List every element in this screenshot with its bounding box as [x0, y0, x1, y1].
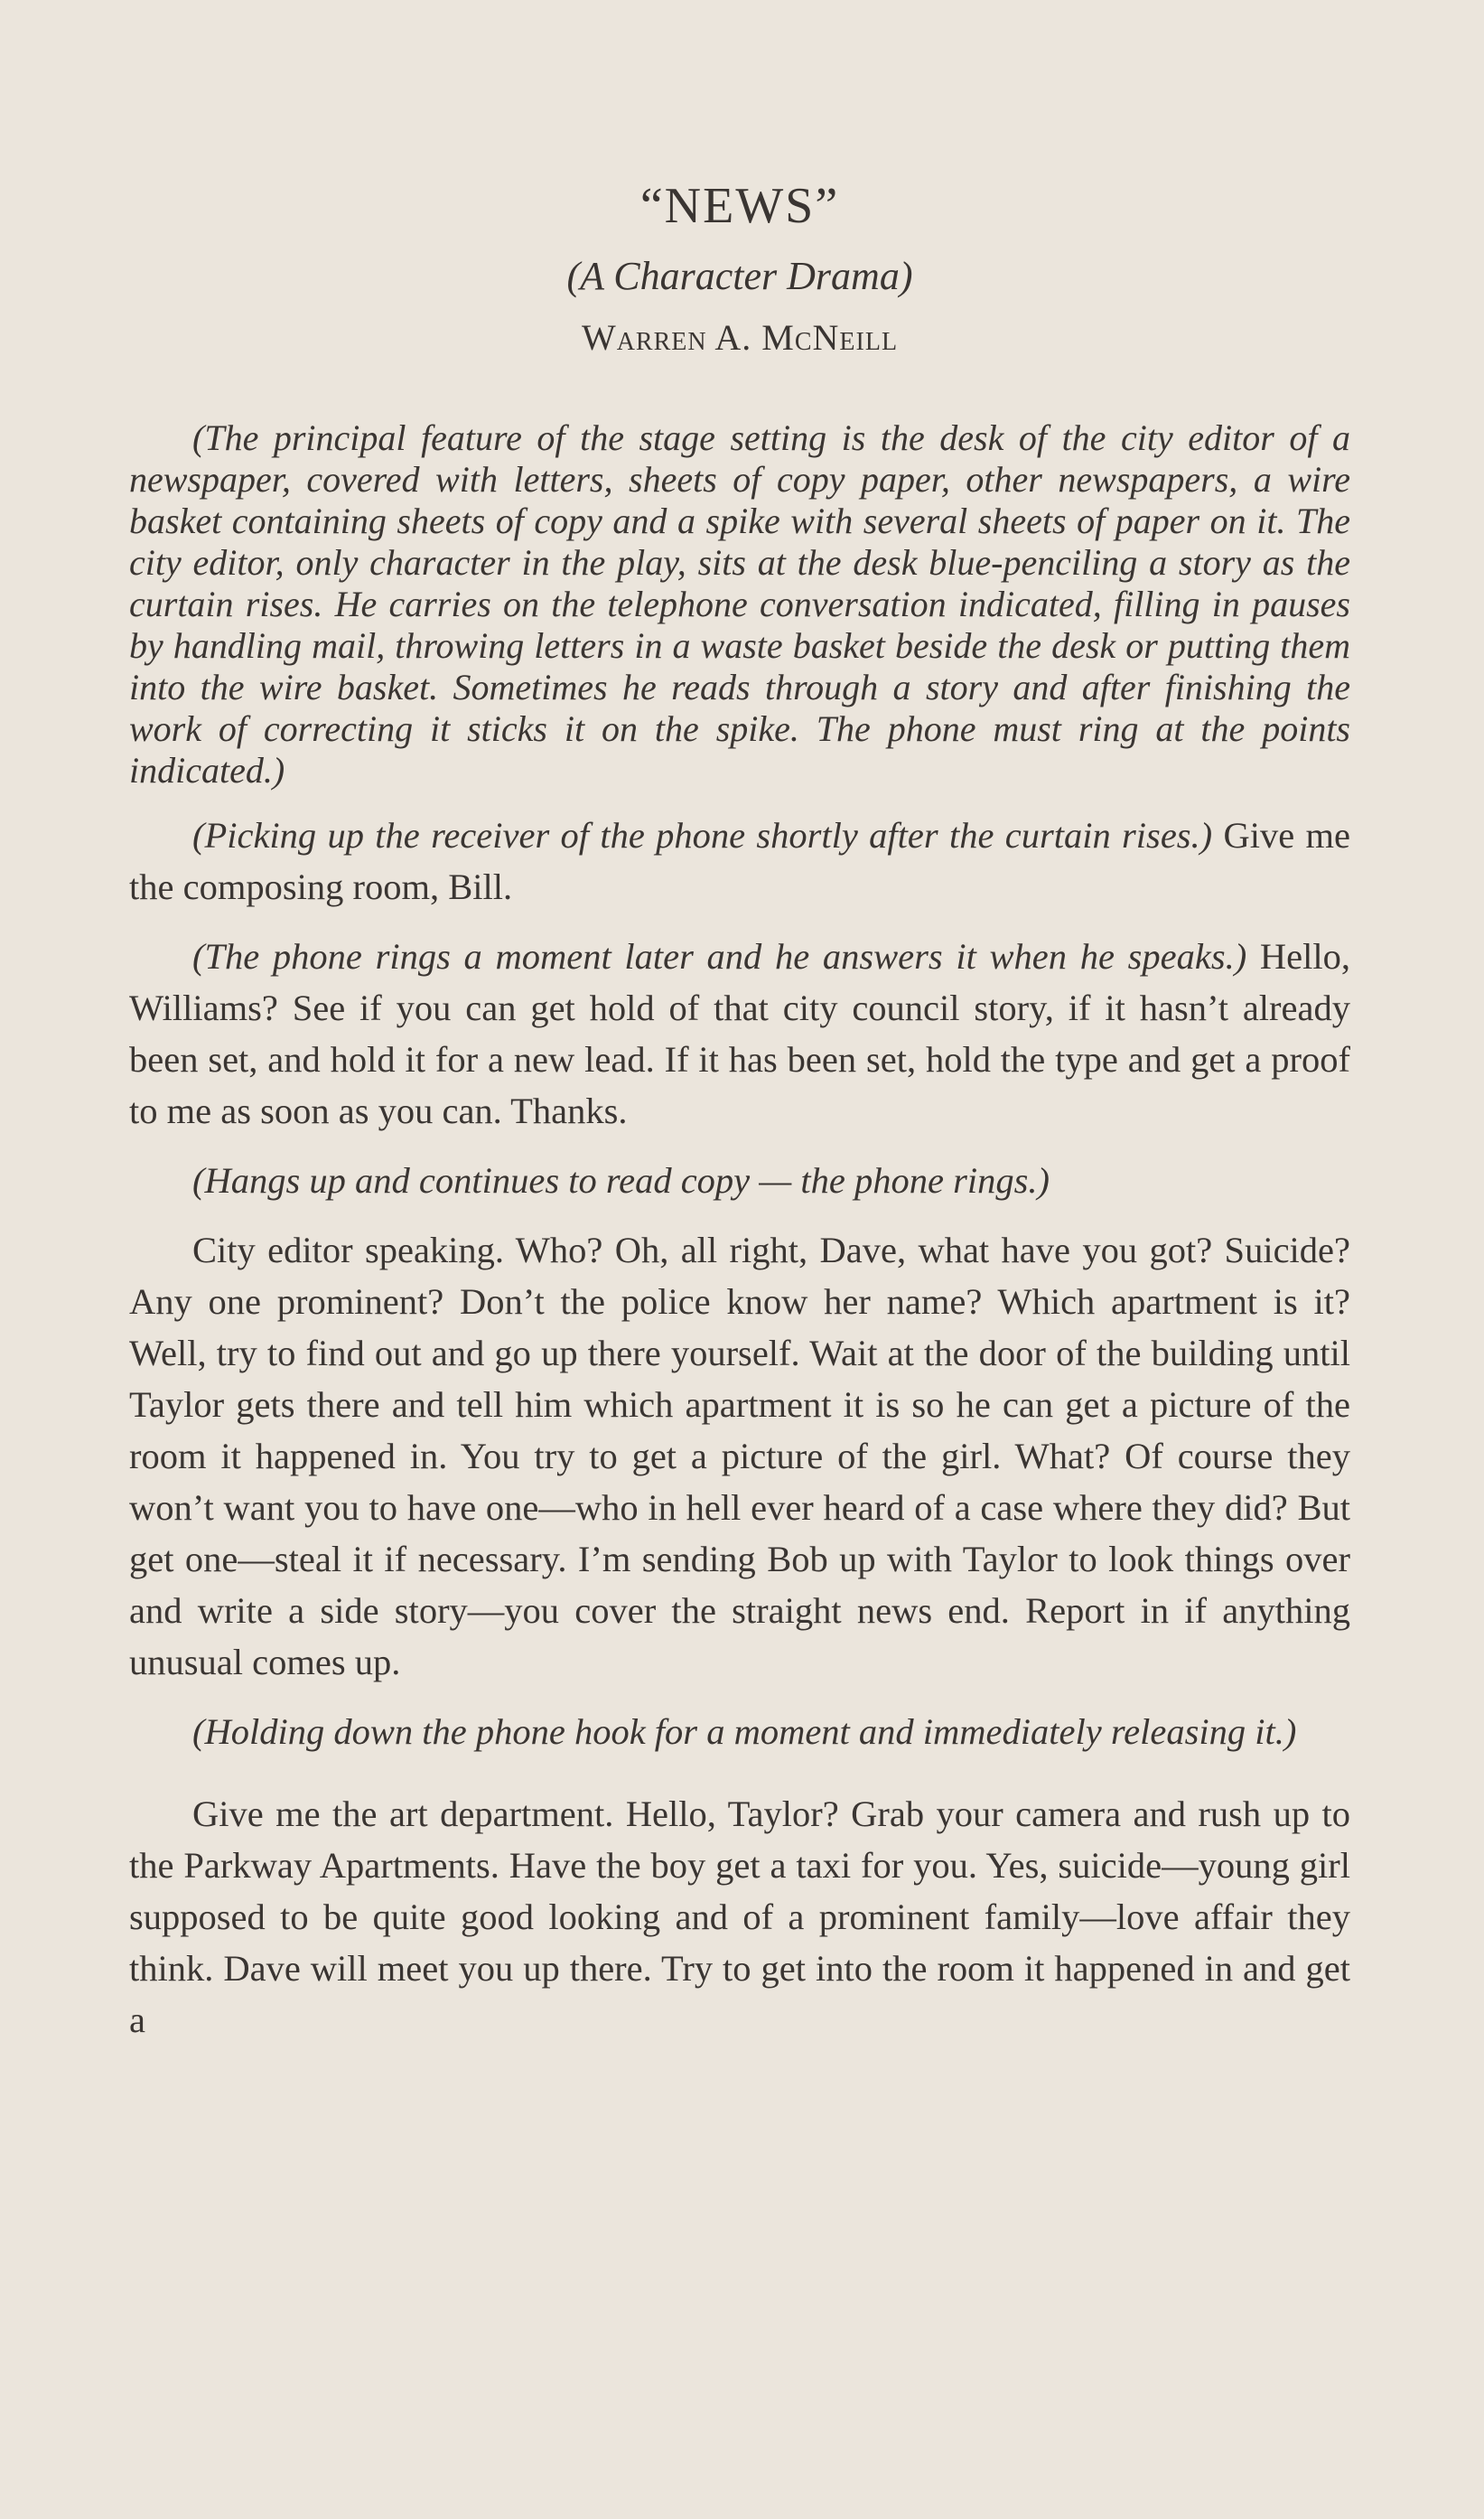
stage-setting-description: (The principal feature of the stage setting is the desk of the city editor of a newspaper, covered with letters, sheets of copy paper, other newspapers, a wire basket containing sheets of copy and a spike with several sheets of paper on it. The city editor, only character in the play, sits at the desk blue-penciling a story as the curtain rises. He carries on the telephone conversation indicated, filling in pauses by handling mail, throwing letters in a waste basket beside the desk or putting them into the wire basket. Sometimes he reads through a story and after finishing the work of correcting it sticks it on the spike. The phone must ring at the points indicated.) — [129, 417, 1350, 791]
dialogue-paragraph-1 — [129, 810, 1350, 913]
author-name: Warren A. McNeill — [581, 317, 899, 358]
play-title: “NEWS” — [639, 178, 840, 234]
document-page — [129, 172, 1350, 2046]
speech-text: City editor speaking. Who? Oh, all right, Dave, what have you got? Suicide? Any one prominent? Don’t the police know her name? Which apartment is it? Well, try to find out and go up there yourself. Wait at the door of the building until Taylor gets there and tell him which apartment it is so he can get a picture of the room it happened in. You try to get a picture of the girl. What? Of course they won’t want you to have one—who in hell ever heard of a case where they did? But get one—steal it if necessary. I’m sending Bob up with Taylor to look things over and write a side story—you cover the straight news end. Report in if anything unusual comes up. — [129, 1230, 1350, 1682]
play-subtitle: (A Character Drama) — [566, 254, 913, 298]
stage-direction: (Holding down the phone hook for a moment and immediately releasing it.) — [192, 1711, 1297, 1752]
stage-direction: (Picking up the receiver of the phone shortly after the curtain rises.) — [192, 815, 1213, 856]
dialogue-paragraph-3 — [129, 1155, 1350, 1206]
dialogue-paragraph-2 — [129, 931, 1350, 1137]
dialogue-paragraph-5 — [129, 1706, 1350, 1757]
speech-text: Hello, Williams? See if you can get hold of that city council story, if it hasn’t already been set, and hold it for a new lead. If it has been set, hold the type and get a proof to me as soon as you can. Thanks. — [129, 936, 1350, 1131]
stage-direction: (Hangs up and continues to read copy — the phone rings.) — [192, 1160, 1050, 1201]
dialogue-paragraph-4 — [129, 1224, 1350, 1688]
dialogue-paragraph-6 — [129, 1788, 1350, 2046]
speech-text: Give me the composing room, Bill. — [129, 815, 1350, 907]
stage-direction: (The phone rings a moment later and he answers it when he speaks.) — [192, 936, 1247, 977]
speech-text: Give me the art department. Hello, Taylor? Grab your camera and rush up to the Parkway Apartments. Have the boy get a taxi for you. Yes, suicide—young girl supposed to be quite good looking and of a prominent family—love affair they think. Dave will meet you up there. Try to get into the room it happened in and get a — [129, 1793, 1350, 2040]
